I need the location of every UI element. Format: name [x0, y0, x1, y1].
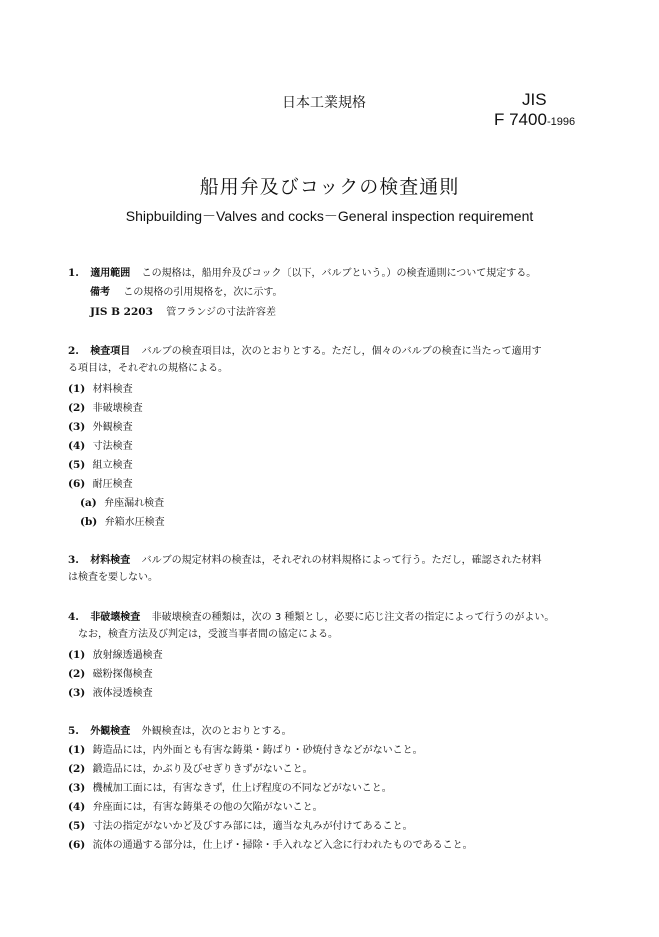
item-number: (2): [68, 402, 86, 414]
item-text: 非破壊検査: [92, 403, 143, 414]
title-english: Shipbuilding－Valves and cocks－General inspection requirement: [125, 208, 534, 224]
list-item: [68, 477, 133, 492]
section-5-line: [68, 724, 292, 739]
note-text: この規格の引用規格を，次に示す。: [123, 287, 283, 298]
list-item: [68, 819, 413, 834]
item-text: 組立検査: [92, 460, 133, 471]
section-3-line: [68, 553, 542, 568]
item-number: (1): [68, 383, 86, 395]
section-number: 2.: [68, 345, 79, 357]
item-text: 耐圧検査: [92, 479, 133, 490]
item-text: 材料検査: [92, 384, 133, 395]
section-text-continued: は検査を要しない。: [68, 572, 158, 583]
item-text: 液体浸透検査: [92, 688, 153, 699]
list-item: [68, 439, 133, 454]
standard-year: -1996: [546, 116, 576, 128]
item-text: 外観検査: [92, 422, 133, 433]
item-text: 弁箱水圧検査: [104, 517, 165, 528]
list-item: [68, 420, 133, 435]
sub-list-item: [80, 515, 165, 530]
item-text: 弁座漏れ検査: [104, 498, 165, 509]
item-number: (5): [68, 820, 86, 832]
jis-label: JIS: [522, 90, 547, 109]
item-number: (3): [68, 421, 86, 433]
section-heading: 外観検査: [90, 726, 131, 737]
section-heading: 適用範囲: [90, 268, 131, 279]
section-heading: 材料検査: [90, 555, 131, 566]
item-text: 機械加工面には，有害なきず，仕上げ程度の不同などがないこと。: [92, 783, 392, 794]
section-2-line: [68, 344, 542, 359]
section-text: バルブの規定材料の検査は，それぞれの材料規格によって行う。ただし，確認された材料: [141, 555, 542, 566]
standard-code: F 7400: [494, 110, 547, 129]
item-text: 弁座面には，有害な鋳巣その他の欠陥がないこと。: [92, 802, 323, 813]
list-item: [68, 401, 143, 416]
item-number: (a): [80, 497, 97, 509]
list-item: [68, 781, 392, 796]
item-text: 放射線透過検査: [92, 650, 163, 661]
item-text: 寸法の指定がないかど及びすみ部には，適当な丸みが付けてあること。: [92, 821, 413, 832]
section-text: この規格は，船用弁及びコック〔以下，バルブという。）の検査通則について規定する。: [141, 268, 537, 279]
item-text: 鋳造品には，内外面とも有害な鋳巣・鋳ばり・砂焼付きなどがないこと。: [92, 745, 423, 756]
section-text: 外観検査は，次のとおりとする。: [141, 726, 292, 737]
item-number: (5): [68, 459, 86, 471]
section-number: 4.: [68, 611, 79, 623]
list-item: [68, 382, 133, 397]
list-item: [68, 686, 153, 701]
list-item: [68, 762, 313, 777]
list-item: [68, 458, 133, 473]
item-text: 寸法検査: [92, 441, 133, 452]
item-number: (4): [68, 440, 86, 452]
section-text-continued: る項目は，それぞれの規格による。: [68, 363, 228, 374]
reference-line: [90, 305, 276, 320]
list-item: [68, 800, 323, 815]
sub-list-item: [80, 496, 164, 511]
list-item: [68, 648, 163, 663]
section-text-continued: なお，検査方法及び判定は，受渡当事者間の協定による。: [78, 629, 338, 640]
section-number: 1.: [68, 267, 79, 279]
item-number: (6): [68, 478, 86, 490]
section-heading: 非破壊検査: [90, 612, 141, 623]
item-text: 磁粉探傷検査: [92, 669, 153, 680]
item-number: (1): [68, 649, 86, 661]
item-number: (b): [80, 516, 98, 528]
section-1-line: [68, 266, 536, 281]
item-number: (2): [68, 668, 86, 680]
item-number: (1): [68, 744, 86, 756]
section-number: 5.: [68, 725, 79, 737]
section-text: 非破壊検査の種類は，次の 3 種類とし，必要に応じ注文者の指定によって行うのがよい。: [151, 612, 555, 623]
item-number: (3): [68, 782, 86, 794]
item-number: (2): [68, 763, 86, 775]
section-text: バルブの検査項目は，次のとおりとする。ただし，個々のバルブの検査に当たって適用す: [141, 346, 542, 357]
item-text: 鍛造品には，かぶり及びせぎりきずがないこと。: [92, 764, 313, 775]
reference-code: JIS B 2203: [90, 306, 153, 318]
list-item: [68, 838, 473, 853]
list-item: [68, 667, 153, 682]
standard-name: 日本工業規格: [282, 95, 366, 111]
item-number: (6): [68, 839, 86, 851]
title-japanese: 船用弁及びコックの検査通則: [199, 176, 460, 198]
list-item: [68, 743, 423, 758]
item-number: (4): [68, 801, 86, 813]
reference-title: 管フランジの寸法許容差: [166, 307, 276, 318]
standard-number: [494, 110, 575, 130]
item-number: (3): [68, 687, 86, 699]
note-label: 備考: [90, 287, 110, 298]
section-heading: 検査項目: [90, 346, 131, 357]
item-text: 流体の通過する部分は，仕上げ・掃除・手入れなど入念に行われたものであること。: [92, 840, 473, 851]
note-line: [90, 285, 283, 300]
section-4-line: [68, 610, 554, 625]
section-number: 3.: [68, 554, 79, 566]
